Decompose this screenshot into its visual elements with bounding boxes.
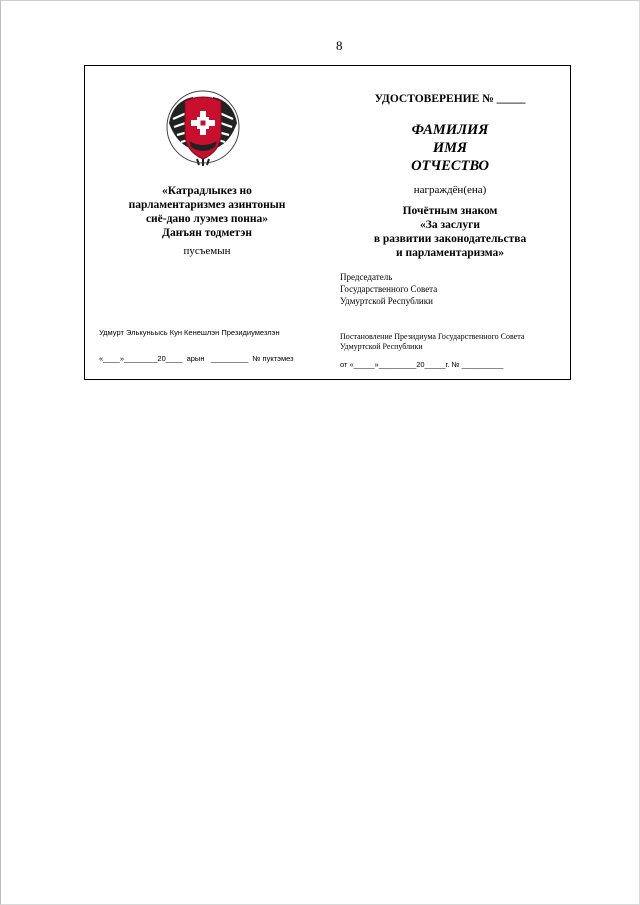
recipient-name-block <box>340 121 560 175</box>
award-title-line: Данъян тодметэн <box>162 227 252 239</box>
decree-line: Удмуртской Республики <box>340 342 423 351</box>
decree-label <box>340 332 524 352</box>
presidium-label-udmurt: Удмурт Элькуньысь Кун Кенешлэн Президиумезлэн <box>99 328 280 337</box>
first-name-placeholder: ИМЯ <box>432 140 468 156</box>
badge-title <box>340 204 560 260</box>
chairman-line: Председатель <box>340 272 393 282</box>
handed-label-udmurt: пусъемын <box>183 245 231 257</box>
decree-line: Постановление Президиума Государственного Совета <box>340 332 525 341</box>
page-number: 8 <box>336 38 343 53</box>
decree-date-line: от «_____»_________20_____г. № __________ <box>340 360 504 369</box>
chairman-line: Государственного Совета <box>340 284 438 294</box>
patronymic-placeholder: ОТЧЕСТВО <box>411 158 489 174</box>
chairman-signature-block <box>340 271 437 307</box>
badge-title-line: Почётным знаком <box>402 205 498 217</box>
surname-placeholder: ФАМИЛИЯ <box>411 122 489 138</box>
badge-title-line: «За заслуги <box>420 219 480 231</box>
coat-of-arms-icon <box>163 89 243 169</box>
awarded-label: награждён(ена) <box>413 184 487 196</box>
certificate-title: УДОСТОВЕРЕНИЕ № _____ <box>374 93 526 105</box>
award-title-line: «Катрадлыкез но <box>162 185 252 197</box>
award-title-udmurt <box>96 184 318 240</box>
badge-title-line: в развитии законодательства <box>373 233 527 245</box>
award-title-line: парламентаризмез азинтонын <box>128 199 286 211</box>
decree-date-line-udmurt: «____»________20____ арын _________ № пуктэмез <box>99 354 294 363</box>
badge-title-line: и парламентаризма» <box>395 247 505 259</box>
chairman-line: Удмуртской Республики <box>340 296 433 306</box>
award-title-line: сиё-дано луэмез понна» <box>145 213 269 225</box>
